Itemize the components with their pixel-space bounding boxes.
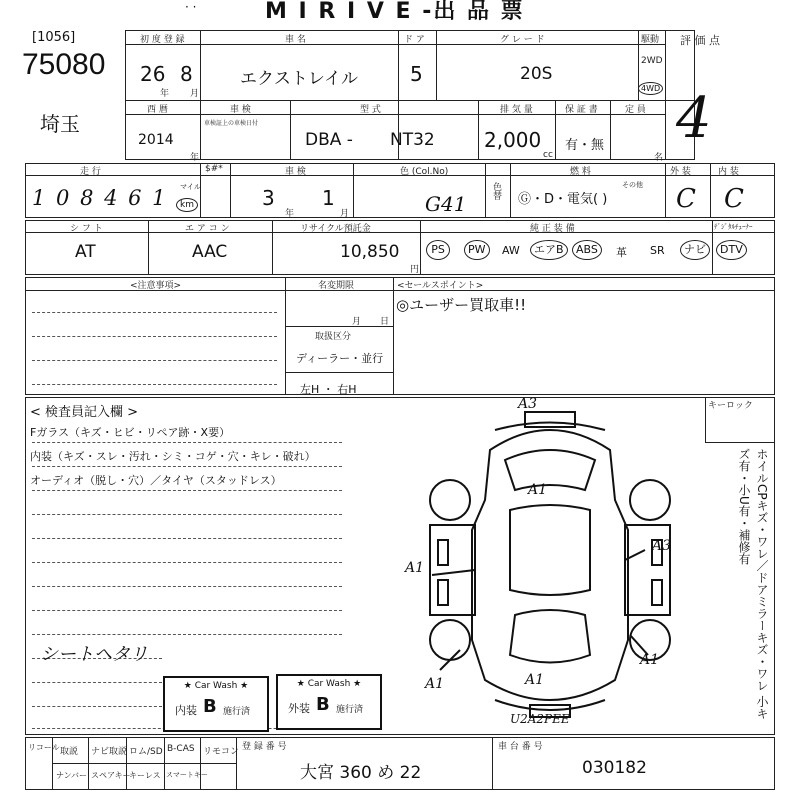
wash-tail-2: 施行済 [336,705,364,715]
opt-rom-sd: ロム/SD [129,747,163,757]
inspection2-label: 車 検 [285,167,306,177]
equip-ps: PS [426,240,450,260]
first-reg-month: 8 [180,62,193,86]
nc-month: 月 [352,317,362,327]
km-unit-selected: km [176,192,198,212]
inspection-label: 車 検 [230,105,251,115]
grade-value: 20S [520,64,553,84]
first-reg-label: 初 度 登 録 [140,35,185,45]
damage-a1-rear: A1 [525,672,545,688]
evaluation-label: 評 価 点 [680,34,720,47]
model-name-label: 車 名 [285,35,306,45]
equip-pw: PW [464,240,490,260]
damage-a3-front: A3 [518,396,538,412]
inspection-note: 車検証上の車検日付 [204,120,259,127]
fuel-other-label: その他 [622,181,643,189]
opt-number: ナンバー [56,771,88,780]
wash-grade-1: B [203,696,217,717]
type-prefix: DBA - [305,130,353,150]
color-label: 色 (Col.No) [400,167,449,177]
steering-value: 左H ・ 右H [300,383,357,396]
drive-label: 駆動 [641,35,660,45]
grade-label: グ レ ー ド [500,35,545,45]
recycle-label: リサイクル預託金 [300,224,371,234]
score-value: 4 [676,86,712,151]
mile-unit-alt: マイル [180,183,201,191]
equip-navi: ナビ [680,240,710,260]
persons-unit: 名 [654,153,664,163]
fuel-label: 燃 料 [570,167,591,177]
damage-a1-hood: A1 [528,482,548,498]
plate-value: 大宮 360 め 22 [300,763,422,783]
equip-aw: AW [502,244,520,257]
wash-head-2: ★ Car Wash ★ [296,679,362,689]
color-note: 色替 [491,182,501,200]
interior-wash-stamp [163,676,269,732]
opt-remote: リモコン [203,747,240,757]
sheet-title: M I R I V E -出 品 票 [265,0,525,24]
warranty-label: 保 証 書 [565,105,598,115]
first-reg-year: 26 [140,62,166,86]
year-unit-2: 年 [190,153,200,163]
nc-day: 日 [380,317,390,327]
region-label: 埼玉 [40,112,80,136]
note-interior: 内装（キズ・スレ・汚れ・シミ・コゲ・穴・キレ・破れ） [30,450,316,463]
interior-grade: C [724,184,744,214]
seat-note: シートヘタリ [40,644,148,665]
wash-label-1: 内装 [175,704,197,717]
insp-month-value: 1 [322,186,335,210]
doors-value: 5 [410,62,423,86]
month-unit: 月 [190,89,200,99]
western-year-value: 2014 [138,132,174,148]
equip-leather: 革 [616,246,627,259]
scribble-mark: · · [185,0,197,14]
wash-head-1: ★ Car Wash ★ [183,681,249,691]
regno-label: 登 録 番 号 [242,742,287,752]
equip-dtv: DTV [716,240,747,260]
shift-value: AT [75,242,96,262]
mileage-label: 走 行 [80,167,101,177]
exterior-wash-stamp [276,674,382,730]
wash-grade-2: B [316,694,330,715]
insp-month-unit: 月 [340,209,350,219]
recycle-value: 10,850 [340,242,400,262]
dealer-value: ディーラー・並行 [296,352,384,365]
damage-a1-rear-left: A1 [425,676,445,692]
inspector-title: < 検査員記入欄 > [30,405,139,420]
interior-label: 内 装 [718,167,739,177]
yen-unit: 円 [410,265,420,275]
wash-tail-1: 施行済 [223,707,251,717]
opt-spare-key: スペアキー [91,771,131,780]
car-diagram [400,400,700,730]
wheel-note: U2A2PEE [510,712,570,726]
recall-label: リコール [28,743,60,752]
exterior-label: 外 装 [670,167,691,177]
drive-2wd: 2WD [641,56,663,66]
type-label: 型 式 [360,105,381,115]
opt-keyless: キーレス [129,771,161,780]
aircon-value: AAC [192,242,228,262]
opt-navi-manual: ナビ取説 [91,747,128,757]
sunit-label: $#* [205,164,223,174]
year-unit: 年 [160,89,170,99]
color-code-value: G41 [425,192,467,216]
caution-label: <注意事項> [130,281,182,291]
damage-a3-right: A3 [652,538,672,554]
drive-4wd-selected: 4WD [638,76,663,95]
equipment-label: 純 正 装 備 [530,224,575,234]
chassis-label: 車 台 番 号 [498,742,543,752]
shift-label: シ フ ト [70,224,103,234]
chassis-value: 030182 [582,758,647,778]
opt-bcas: B-CAS [167,744,195,754]
opt-manual: 取説 [60,747,79,757]
cc-unit: cc [543,150,553,160]
insp-year-value: 3 [262,186,275,210]
type-code: NT32 [390,130,435,150]
exterior-grade: C [676,184,696,214]
sales-point-label: <セールスポイント> [397,281,484,291]
fuel-value: Ⓖ・D・電気( ) [518,192,608,207]
model-value: エクストレイル [240,69,358,89]
handling-label: 取扱区分 [315,332,352,342]
sales-point-value: ◎ユーザー買取車!! [396,296,527,314]
mileage-value: 1 0 8 4 6 1 [32,186,168,210]
aircon-label: エ ア コ ン [185,224,230,234]
name-change-label: 名変期限 [318,281,355,291]
lot-number: 75080 [22,48,106,81]
equip-abs: ABS [572,240,602,260]
keylock-label: キーロック [708,401,753,411]
note-audio-tire: オーディオ（脱し・穴）／タイヤ（スタッドレス） [30,474,282,487]
tuner-label: ﾃﾞｼﾞﾀﾙﾁｭｰﾅｰ [714,223,753,231]
displacement-value: 2,000 [484,128,542,152]
side-note: ホイルCPキズ・ワレ／ドアミラーキズ・ワレ 小キズ有・小U有・補修有 [737,448,769,720]
opt-smart-key: スマートキー [166,771,208,779]
insp-year-unit: 年 [285,209,295,219]
wash-label-2: 外装 [288,702,310,715]
equip-airbag: エアB [530,240,568,260]
warranty-value: 有・無 [565,138,605,153]
fixed-label: 定 員 [625,105,646,115]
damage-a1-left: A1 [405,560,425,576]
note-glass: Fガラス（キズ・ヒビ・リペア跡・X要） [30,426,231,439]
damage-a1-rear-right: A1 [640,652,660,668]
lot-code: [1056] [32,30,76,45]
equip-sr: SR [650,244,665,257]
western-year-label: 西 暦 [147,105,168,115]
displacement-label: 排 気 量 [500,105,533,115]
door-label: ド ア [404,35,425,45]
